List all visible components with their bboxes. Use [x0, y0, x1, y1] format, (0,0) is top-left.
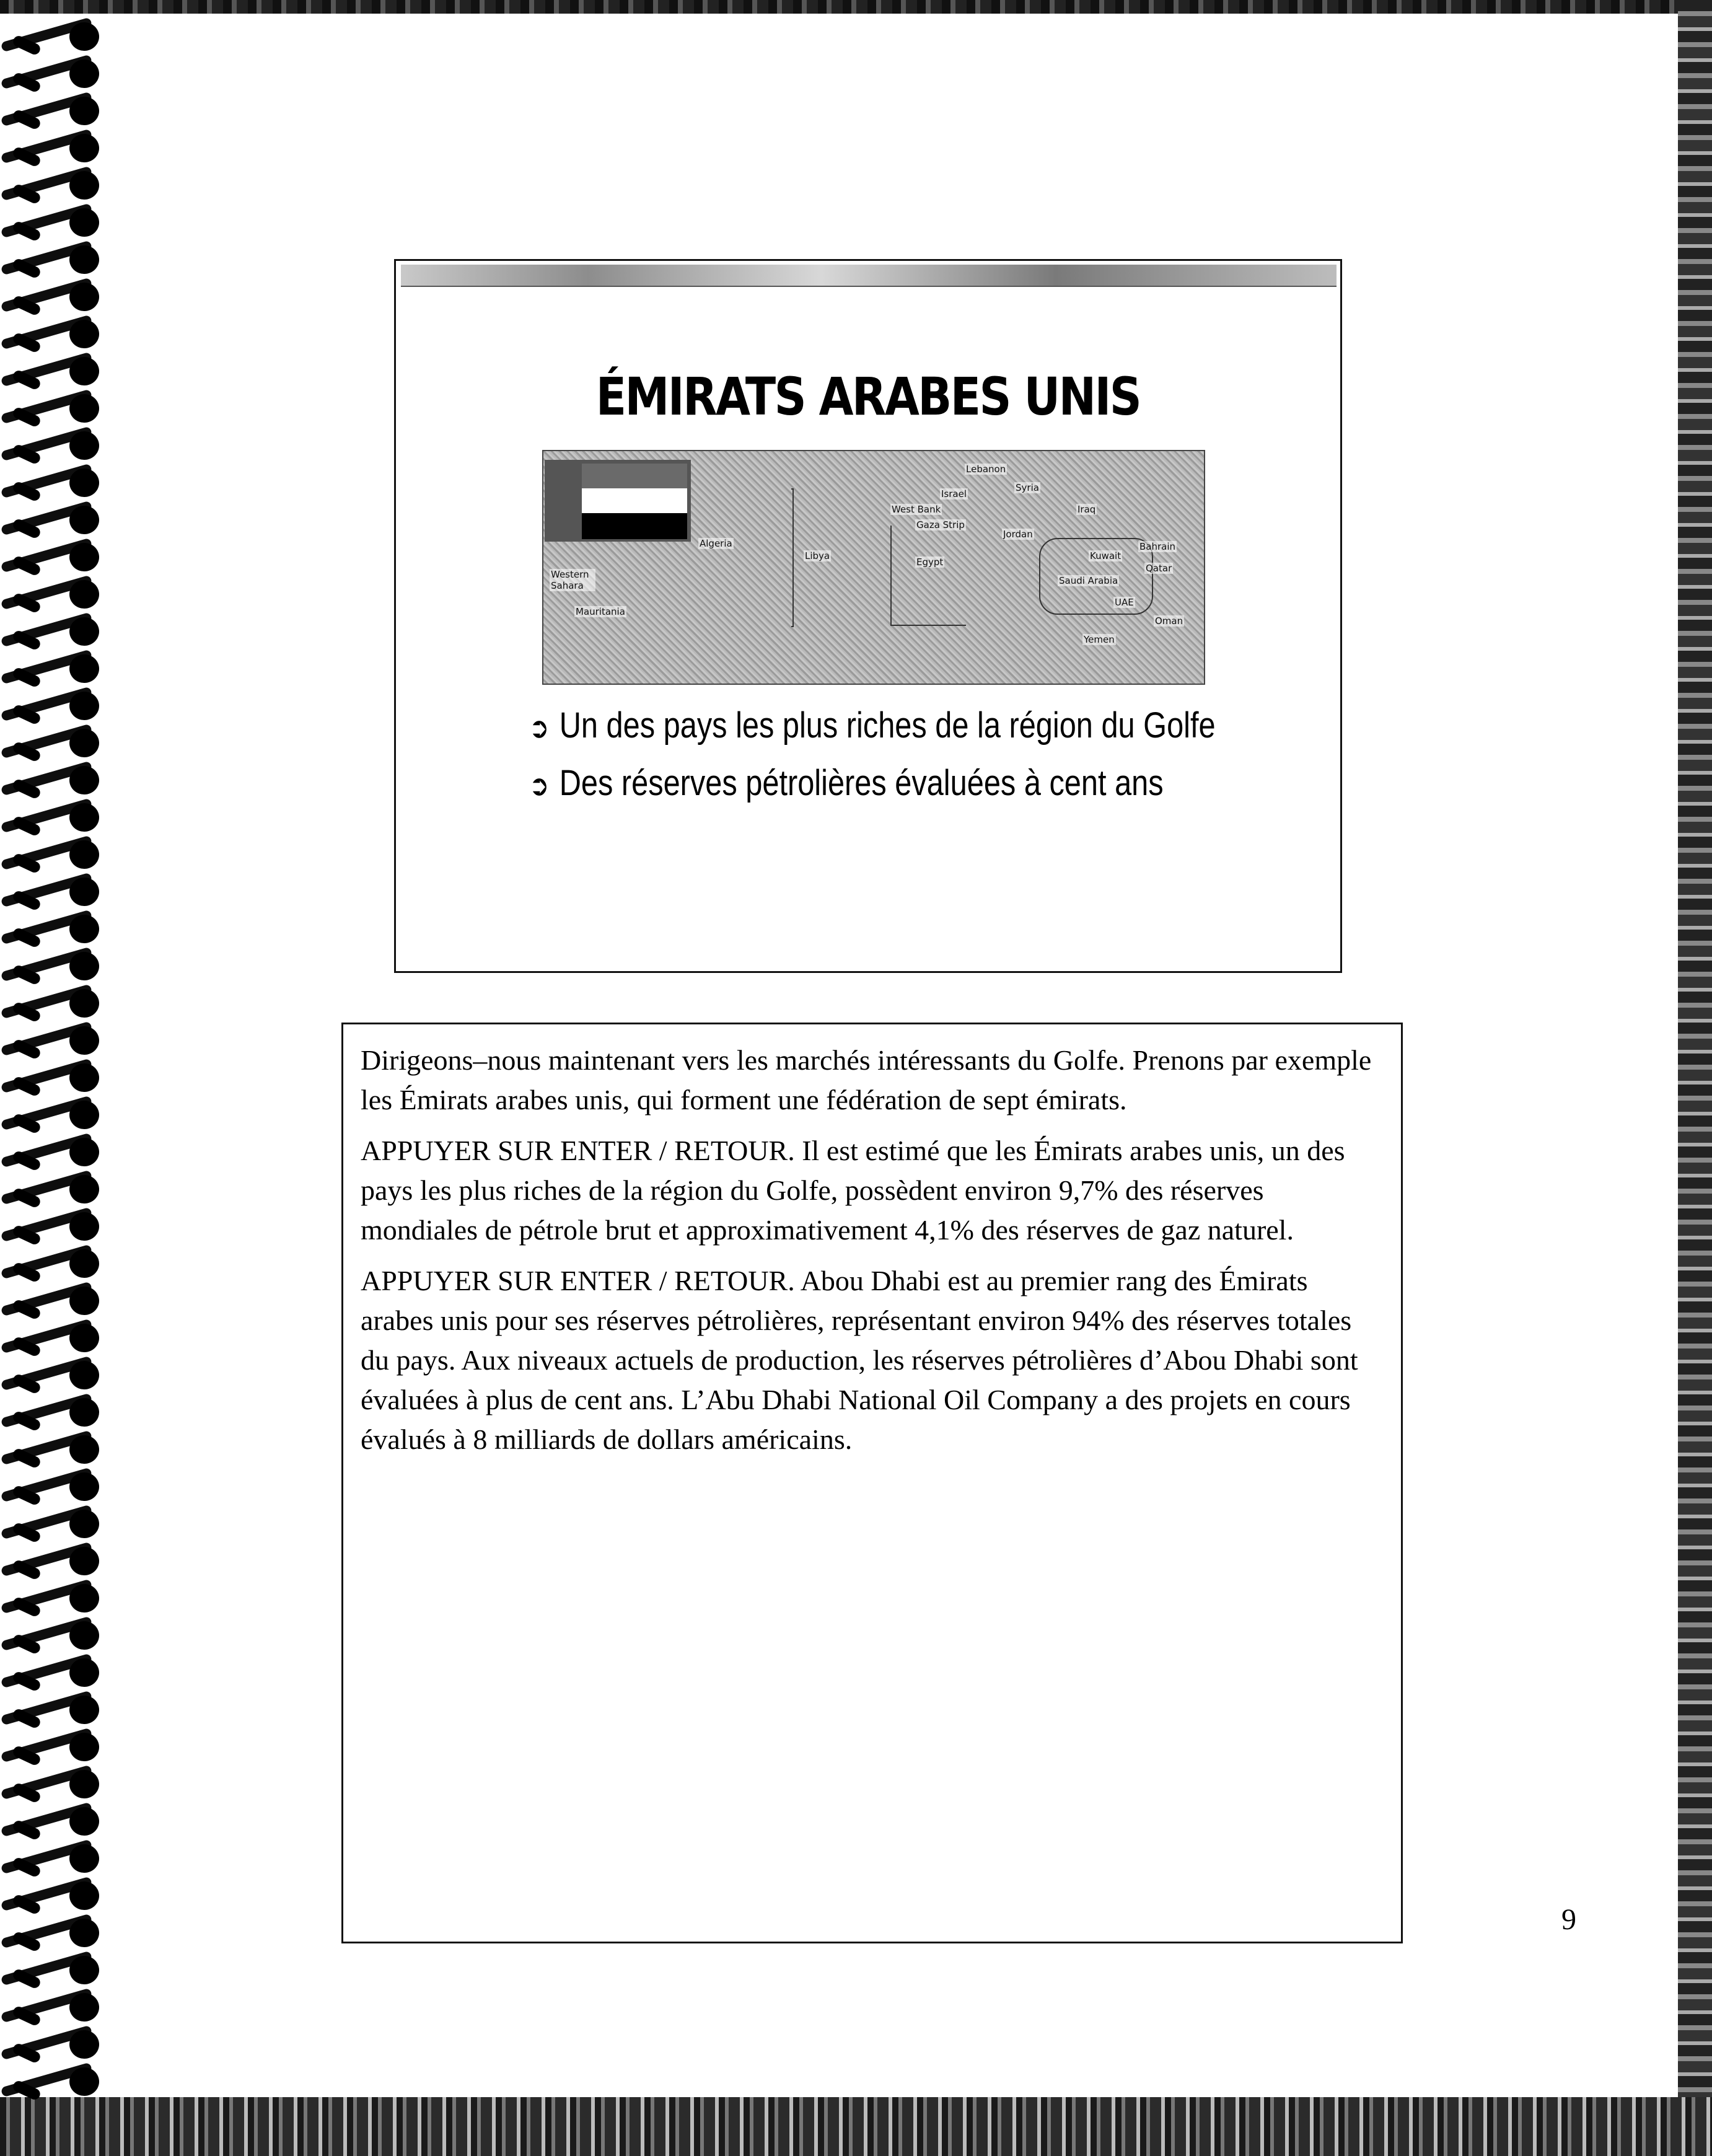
map-label-yemen: Yemen [1084, 634, 1115, 645]
spiral-coil-icon [0, 1841, 108, 1877]
map-label-west-bank: West Bank [892, 504, 941, 515]
spiral-coil-icon [0, 56, 108, 92]
spiral-coil-icon [0, 1171, 108, 1207]
spiral-coil-icon [0, 576, 108, 612]
notes-paragraph: Dirigeons–nous maintenant vers les marchés intéressants du Golfe. Prenons par exemple les Émirats arabes unis, qui forment une fédération de sept émirats. [361, 1044, 1372, 1115]
spiral-coil-icon [0, 1283, 108, 1319]
spiral-coil-icon [0, 948, 108, 984]
map-label-iraq: Iraq [1078, 504, 1096, 515]
spiral-coil-icon [0, 1952, 108, 1988]
arrow-bullet-icon: ➲ [529, 769, 550, 801]
spiral-coil-icon [0, 167, 108, 203]
spiral-coil-icon [0, 1915, 108, 1951]
spiral-coil-icon [0, 316, 108, 352]
map-border [890, 526, 966, 626]
map-label-qatar: Qatar [1146, 563, 1172, 574]
spiral-coil-icon [0, 688, 108, 724]
scan-edge-top [0, 0, 1712, 14]
spiral-coil-icon [0, 1692, 108, 1728]
spiral-coil-icon [0, 837, 108, 873]
notes-paragraph: APPUYER SUR ENTER / RETOUR. Il est estimé que les Émirats arabes unis, un des pays les plus riches de la région du Golfe, possèdent environ 9,7% des réserves mondiales de pétrole brut et approximativement 4,1% des réserves de gaz naturel. [361, 1135, 1345, 1246]
scan-edge-right [1678, 0, 1712, 2156]
map-label-kuwait: Kuwait [1090, 550, 1122, 561]
spiral-binding-icon [0, 19, 118, 2101]
slide-bullet [529, 755, 1216, 813]
spiral-coil-icon [0, 874, 108, 910]
spiral-coil-icon [0, 1729, 108, 1765]
slide-thumbnail [394, 259, 1342, 973]
spiral-coil-icon [0, 1989, 108, 2025]
map-label-mauritania: Mauritania [576, 606, 625, 617]
spiral-coil-icon [0, 1320, 108, 1356]
scan-edge-bottom [0, 2097, 1712, 2156]
spiral-coil-icon [0, 2064, 108, 2100]
spiral-coil-icon [0, 2026, 108, 2062]
slide-bullet-text: Un des pays les plus riches de la région du Golfe [559, 705, 1216, 746]
spiral-coil-icon [0, 1469, 108, 1505]
arrow-bullet-icon: ➲ [529, 711, 550, 744]
map-label-bahrain: Bahrain [1139, 541, 1176, 552]
spiral-coil-icon [0, 353, 108, 389]
spiral-coil-icon [0, 93, 108, 129]
slide-bullet-text: Des réserves pétrolières évaluées à cent ans [559, 763, 1164, 803]
slide-bullet [529, 698, 1216, 755]
slide-bullet-list [529, 698, 1346, 813]
map-label-egypt: Egypt [916, 557, 944, 568]
spiral-coil-icon [0, 1803, 108, 1839]
spiral-coil-icon [0, 911, 108, 947]
spiral-coil-icon [0, 205, 108, 240]
map-label-algeria: Algeria [700, 538, 732, 549]
spiral-coil-icon [0, 614, 108, 649]
map-label-jordan: Jordan [1003, 529, 1033, 540]
spiral-coil-icon [0, 1580, 108, 1616]
spiral-coil-icon [0, 1617, 108, 1653]
spiral-coil-icon [0, 1766, 108, 1802]
spiral-coil-icon [0, 762, 108, 798]
spiral-coil-icon [0, 1097, 108, 1133]
map-label-libya: Libya [805, 550, 830, 561]
spiral-coil-icon [0, 985, 108, 1021]
spiral-coil-icon [0, 725, 108, 761]
slide-header-banner [401, 265, 1337, 292]
spiral-coil-icon [0, 1134, 108, 1170]
spiral-coil-icon [0, 651, 108, 687]
map-label-uae: UAE [1115, 597, 1134, 608]
uae-flag-icon [545, 460, 691, 542]
spiral-coil-icon [0, 799, 108, 835]
map-label-lebanon: Lebanon [966, 464, 1006, 475]
map-label-oman: Oman [1155, 615, 1183, 627]
map-border [791, 488, 794, 627]
spiral-coil-icon [0, 279, 108, 315]
map-label-gaza-strip: Gaza Strip [916, 519, 965, 530]
map-label-syria: Syria [1016, 482, 1039, 493]
slide-title: ÉMIRATS ARABES UNIS [595, 366, 1141, 427]
spiral-coil-icon [0, 1357, 108, 1393]
speaker-notes-box [341, 1023, 1403, 1943]
spiral-coil-icon [0, 130, 108, 166]
spiral-coil-icon [0, 1432, 108, 1467]
spiral-coil-icon [0, 19, 108, 55]
spiral-coil-icon [0, 1655, 108, 1691]
spiral-coil-icon [0, 1506, 108, 1542]
notes-paragraph: APPUYER SUR ENTER / RETOUR. Abou Dhabi est au premier rang des Émirats arabes unis pour ses réserves pétrolières, représentant environ 94% des réserves totales du pays. Aux niveaux actuels de production, les réserves pétrolières d’Abou Dhabi sont évaluées à plus de cent ans. L’Abu Dhabi National Oil Company a des projets en cours évalués à 8 milliards de dollars américains. [361, 1265, 1358, 1455]
map-label-western-sahara: Western Sahara [550, 569, 595, 591]
spiral-coil-icon [0, 465, 108, 501]
spiral-coil-icon [0, 1394, 108, 1430]
spiral-coil-icon [0, 242, 108, 278]
spiral-coil-icon [0, 1246, 108, 1282]
spiral-coil-icon [0, 1208, 108, 1244]
map-label-israel: Israel [941, 488, 967, 499]
spiral-coil-icon [0, 502, 108, 538]
spiral-coil-icon [0, 1060, 108, 1096]
map-label-saudi-arabia: Saudi Arabia [1059, 575, 1118, 586]
spiral-coil-icon [0, 1543, 108, 1579]
middle-east-map [542, 450, 1205, 685]
page-number: 9 [1561, 1903, 1576, 1936]
spiral-coil-icon [0, 428, 108, 464]
spiral-coil-icon [0, 1023, 108, 1058]
spiral-coil-icon [0, 539, 108, 575]
spiral-coil-icon [0, 1878, 108, 1914]
spiral-coil-icon [0, 390, 108, 426]
